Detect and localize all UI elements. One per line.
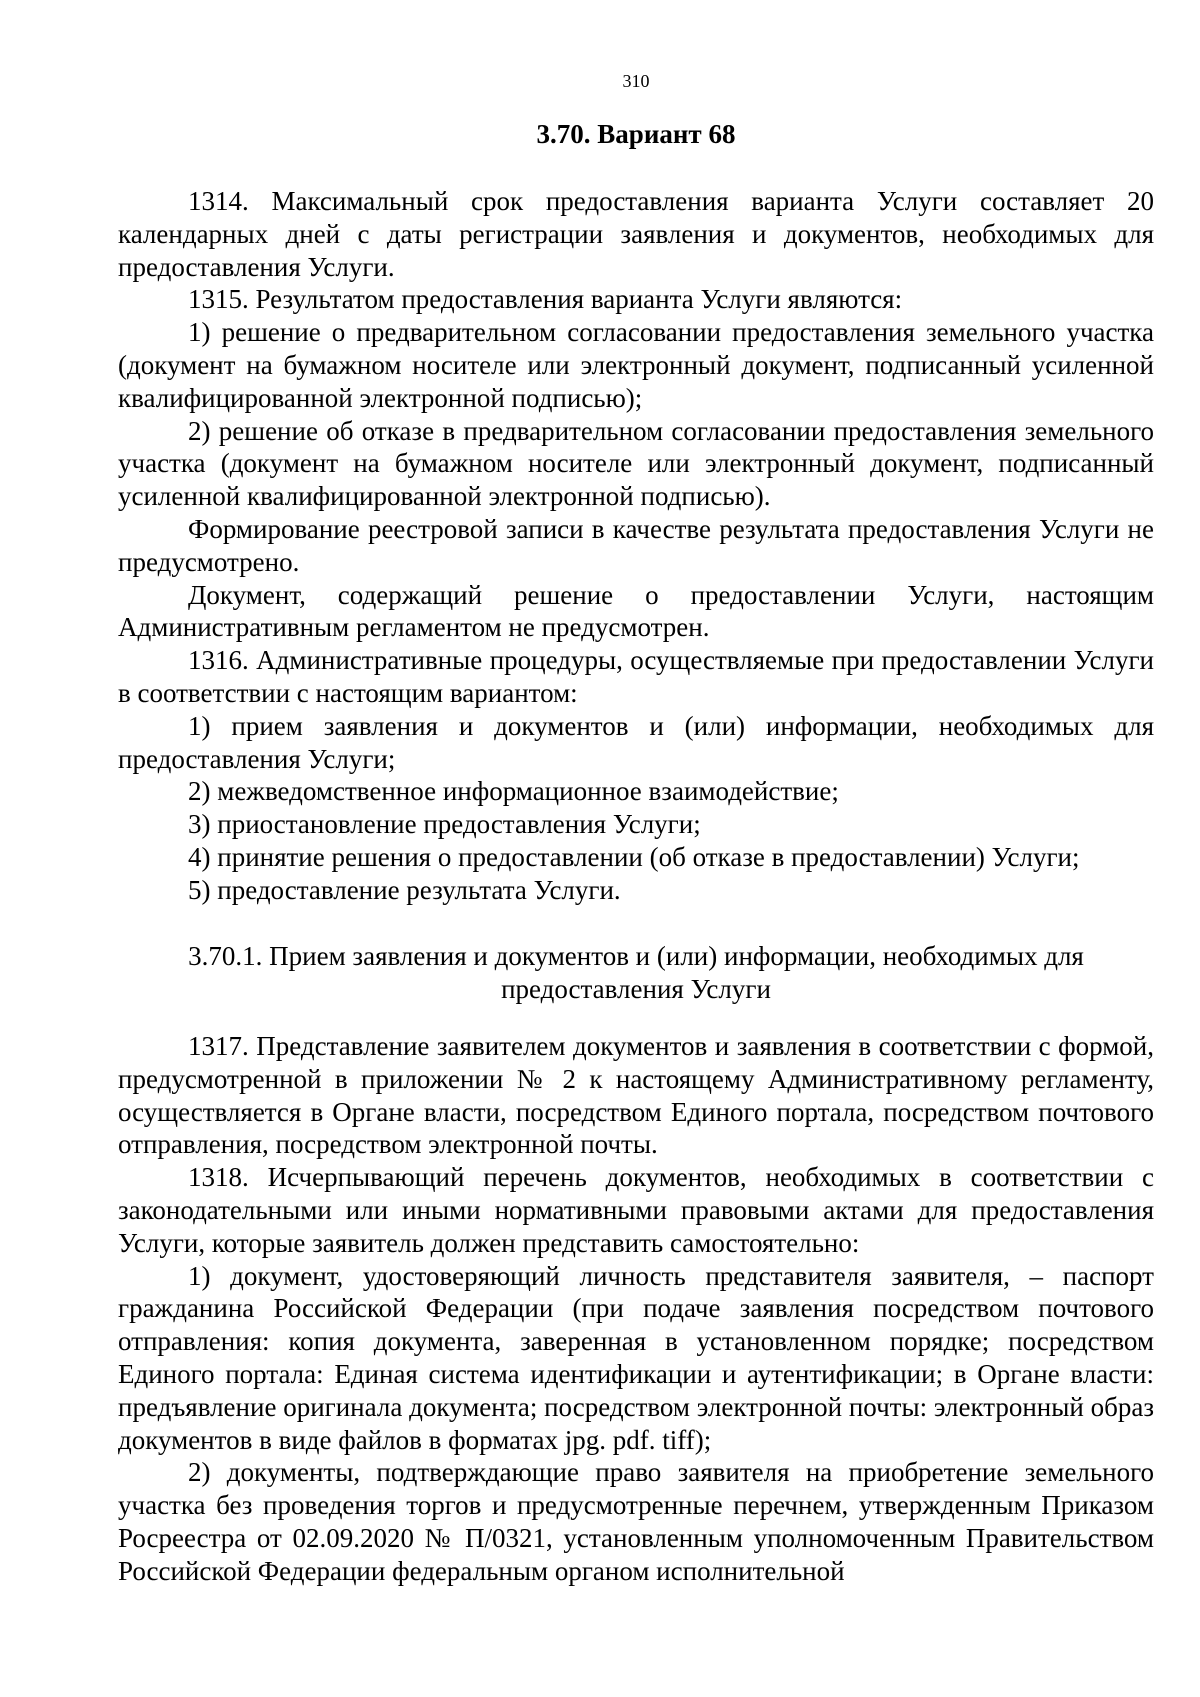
paragraph-registry-record: Формирование реестровой записи в качестве результата предоставления Услуги не предусмотрено. [118,513,1154,577]
paragraph-1317: 1317. Представление заявителем документов и заявления в соответствии с формой, предусмотренной в приложении № 2 к настоящему Административному регламенту, осуществляется в Органе власти, посредством Единого портала, посредством почтового отправления, посредством электронной почты. [118,1031,1154,1160]
list-item-1315-2: 2) решение об отказе в предварительном согласовании предоставления земельного участка (документ на бумажном носителе или электронный документ, подписанный усиленной квалифицированной электронной подписью). [118,415,1154,512]
subsection-heading [118,940,1154,1006]
section-heading: 3.70. Вариант 68 [536,119,736,149]
list-item-1315-1: 1) решение о предварительном согласовании предоставления земельного участка (документ на бумажном носителе или электронный документ, подписанный усиленной квалифицированной электронной подписью); [118,317,1154,413]
paragraph-1316: 1316. Административные процедуры, осуществляемые при предоставлении Услуги в соответствии с настоящим вариантом: [118,645,1154,708]
list-item-1316-2: 2) межведомственное информационное взаимодействие; [188,776,839,807]
list-item-1318-1: 1) документ, удостоверяющий личность представителя заявителя, – паспорт гражданина Российской Федерации (при подаче заявления посредством почтового отправления: копия документа, заверенная в установленном порядке; посредством Единого портала: Единая система идентификации и аутентификации; в Органе власти: предъявление оригинала документа; посредством электронной почты: электронный образ документов в виде файлов в форматах jpg. pdf. tiff); [118,1260,1154,1455]
paragraph-decision-document: Документ, содержащий решение о предоставлении Услуги, настоящим Административным регламентом не предусмотрен. [118,579,1154,643]
list-item-1316-5: 5) предоставление результата Услуги. [188,874,621,905]
page-number: 310 [622,71,650,91]
paragraph-1315: 1315. Результатом предоставления варианта Услуги являются: [188,284,903,315]
list-item-1316-1: 1) прием заявления и документов и (или) информации, необходимых для предоставления Услуги; [118,710,1154,774]
paragraph-1318: 1318. Исчерпывающий перечень документов, необходимых в соответствии с законодательными или иными нормативными правовыми актами для предоставления Услуги, которые заявитель должен представить самостоятельно: [118,1162,1154,1258]
list-item-1318-2: 2) документы, подтверждающие право заявителя на приобретение земельного участка без проведения торгов и предусмотренные перечнем, утвержденным Приказом Росреестра от 02.09.2020 № П/0321, установленным уполномоченным Правительством Российской Федерации федеральным органом исполнительной [118,1457,1154,1586]
list-item-1316-3: 3) приостановление предоставления Услуги; [188,809,701,840]
section-body [118,185,1154,907]
subsection-heading-line-2: предоставления Услуги [501,974,771,1004]
list-item-1316-4: 4) принятие решения о предоставлении (об отказе в предоставлении) Услуги; [188,841,1080,872]
paragraph-1314: 1314. Максимальный срок предоставления варианта Услуги составляет 20 календарных дней с даты регистрации заявления и документов, необходимых для предоставления Услуги. [118,186,1154,282]
subsection-heading-line-1: 3.70.1. Прием заявления и документов и (или) информации, необходимых для [188,941,1084,971]
subsection-body [118,1030,1154,1588]
